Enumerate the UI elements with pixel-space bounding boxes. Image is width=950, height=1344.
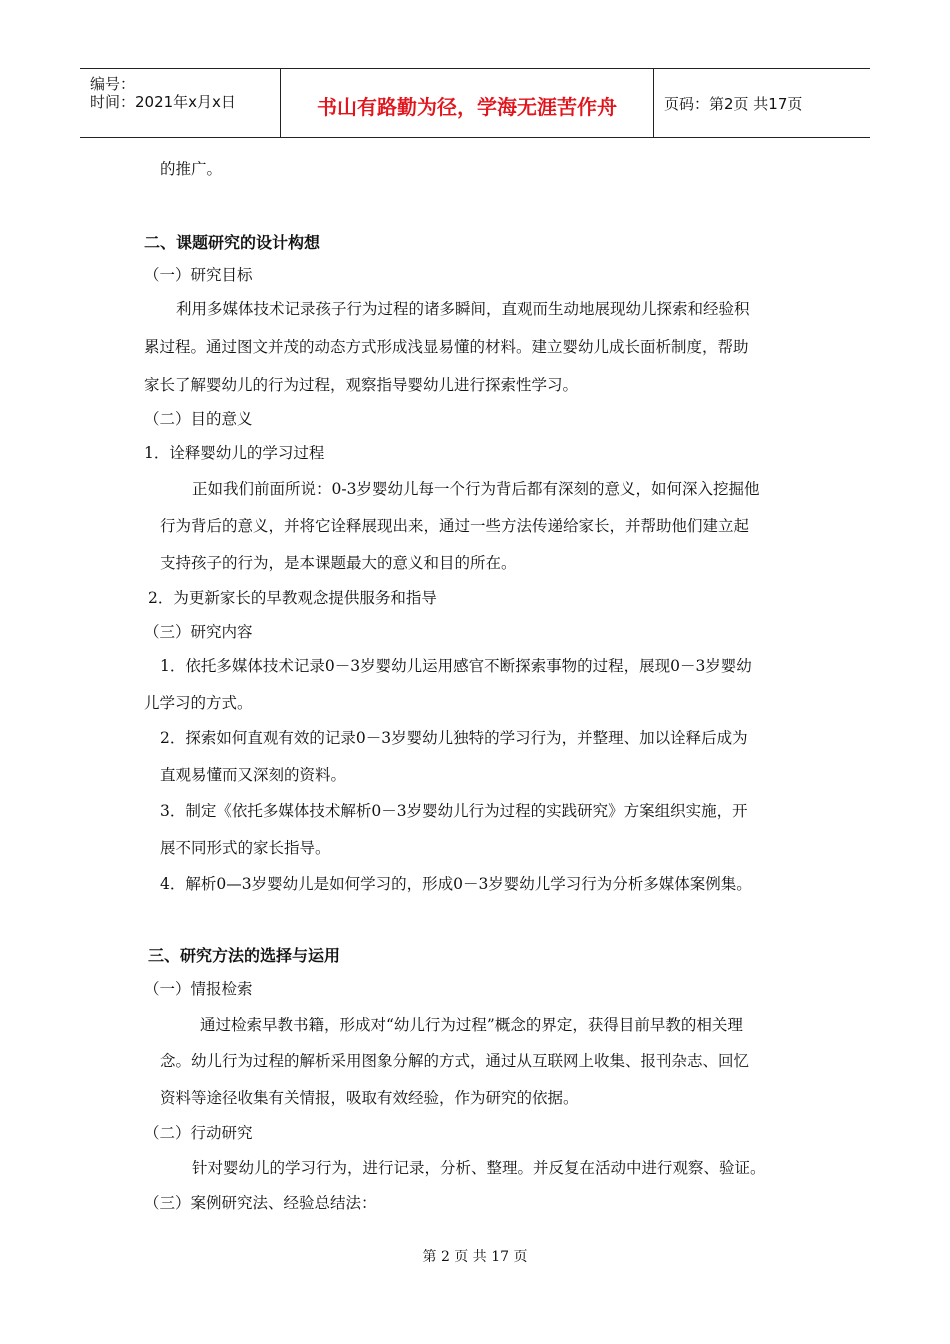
list-item-heading: 2．为更新家长的早教观念提供服务和指导 [148, 589, 437, 607]
subsection-heading: （三）研究内容 [144, 623, 253, 641]
subsection-heading: （一）研究目标 [144, 266, 253, 284]
paragraph-line: 利用多媒体技术记录孩子行为过程的诸多瞬间，直观而生动地展现幼儿探索和经验积 [176, 300, 750, 318]
paragraph-line: 1．依托多媒体技术记录0－3岁婴幼儿运用感官不断探索事物的过程，展现0－3岁婴幼 [160, 657, 752, 675]
subsection-heading: （一）情报检索 [144, 980, 253, 998]
paragraph-line: 4．解析0—3岁婴幼儿是如何学习的，形成0－3岁婴幼儿学习行为分析多媒体案例集。 [160, 875, 752, 893]
section-heading: 三、研究方法的选择与运用 [148, 946, 341, 965]
paragraph-line: 正如我们前面所说：0-3岁婴幼儿每一个行为背后都有深刻的意义，如何深入挖掘他 [192, 480, 760, 498]
paragraph-line: 念。幼儿行为过程的解析采用图象分解的方式，通过从互联网上收集、报刊杂志、回忆 [160, 1052, 750, 1070]
subsection-heading: （三）案例研究法、经验总结法： [144, 1194, 377, 1212]
header-page-number: 页码：第2页 共17页 [664, 95, 803, 113]
header-page-cell [654, 69, 870, 137]
page-header [80, 68, 870, 138]
paragraph-line: 的推广。 [160, 160, 223, 178]
subsection-heading: （二）目的意义 [144, 410, 253, 428]
paragraph-line: 直观易懂而又深刻的资料。 [160, 766, 347, 784]
header-info-cell [80, 69, 281, 137]
paragraph-line: 支持孩子的行为，是本课题最大的意义和目的所在。 [160, 554, 517, 572]
paragraph-line: 2．探索如何直观有效的记录0－3岁婴幼儿独特的学习行为，并整理、加以诠释后成为 [160, 729, 748, 747]
subsection-heading: （二）行动研究 [144, 1124, 253, 1142]
document-number-label: 编号： [90, 75, 136, 93]
paragraph-line: 行为背后的意义，并将它诠释展现出来，通过一些方法传递给家长，并帮助他们建立起 [160, 517, 750, 535]
paragraph-line: 儿学习的方式。 [144, 694, 253, 712]
page-footer: 第 2 页 共 17 页 [422, 1249, 528, 1265]
paragraph-line: 家长了解婴幼儿的行为过程，观察指导婴幼儿进行探索性学习。 [144, 376, 579, 394]
paragraph-line: 累过程。通过图文并茂的动态方式形成浅显易懂的材料。建立婴幼儿成长面析制度，帮助 [144, 338, 749, 356]
section-heading: 二、课题研究的设计构想 [144, 233, 321, 252]
paragraph-line: 资料等途径收集有关情报，吸取有效经验，作为研究的依据。 [160, 1089, 579, 1107]
paragraph-line: 3．制定《依托多媒体技术解析0－3岁婴幼儿行为过程的实践研究》方案组织实施，开 [160, 802, 748, 820]
header-motto-cell [281, 69, 654, 137]
paragraph-line: 通过检索早教书籍，形成对“幼儿行为过程”概念的界定，获得目前早教的相关理 [200, 1016, 743, 1034]
paragraph-line: 展不同形式的家长指导。 [160, 839, 331, 857]
document-date-label: 时间：2021年x月x日 [90, 93, 236, 111]
paragraph-line: 针对婴幼儿的学习行为，进行记录，分析、整理。并反复在活动中进行观察、验证。 [192, 1159, 766, 1177]
header-motto: 书山有路勤为径，学海无涯苦作舟 [317, 95, 617, 119]
list-item-heading: 1．诠释婴幼儿的学习过程 [144, 444, 325, 462]
